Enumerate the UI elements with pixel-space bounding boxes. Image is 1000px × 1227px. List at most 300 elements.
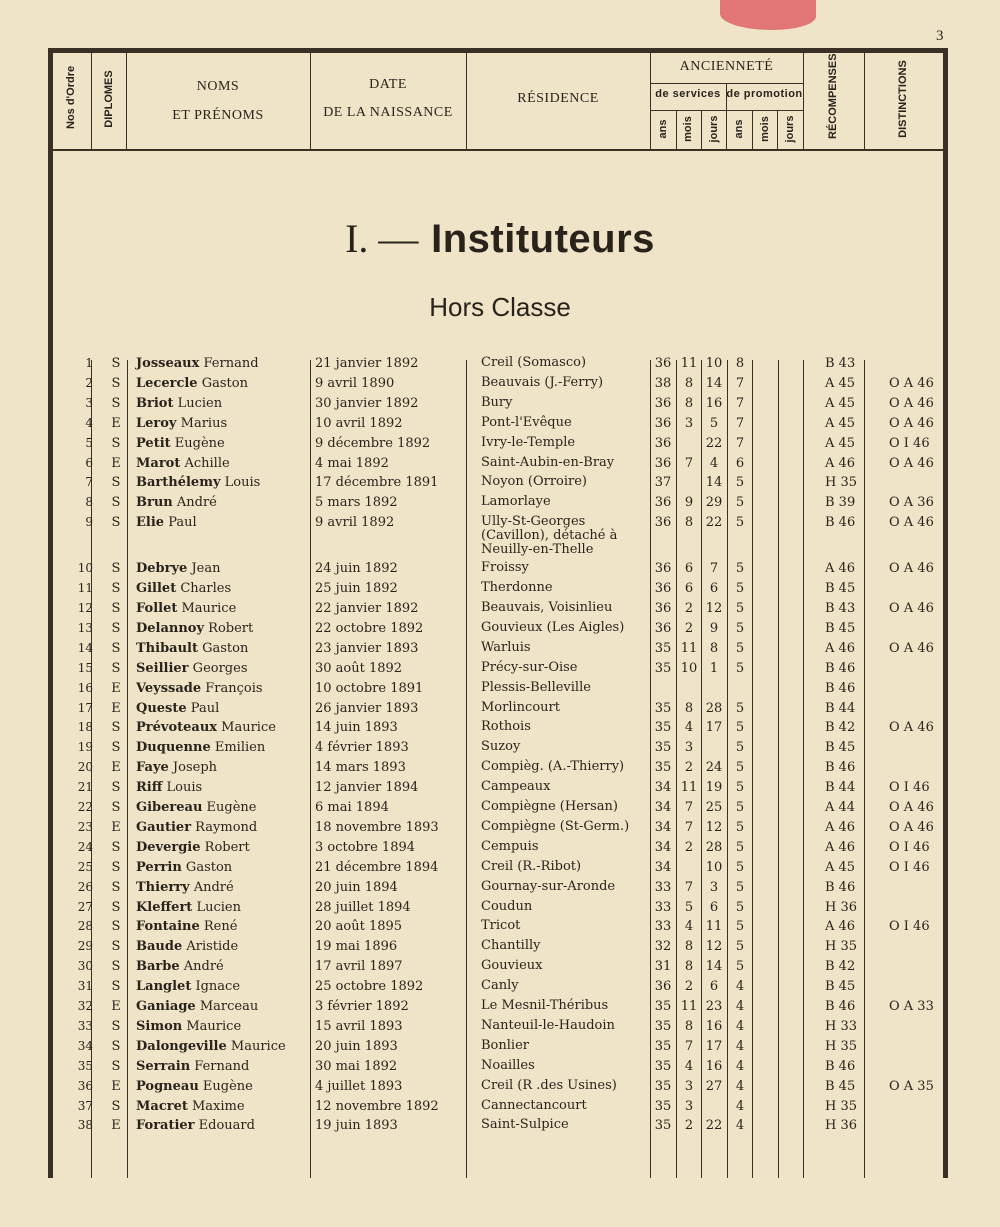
cell-firstname: François: [201, 680, 263, 696]
cell-res: Campeaux: [481, 779, 551, 795]
cell-rec: A 46: [825, 919, 856, 935]
cell-lastname: Prévoteaux: [136, 720, 218, 736]
cell-firstname: Edouard: [194, 1118, 255, 1134]
cell-date: 10 avril 1892: [315, 415, 403, 431]
cell-num: 29: [77, 939, 93, 954]
cell-num: 9: [85, 515, 93, 530]
cell-n: 9: [684, 495, 694, 511]
cell-rec: B 46: [825, 515, 856, 531]
cell-num: 3: [85, 395, 93, 410]
cell-firstname: Aristide: [182, 939, 239, 955]
cell-name: [136, 641, 248, 656]
cell-dip: E: [111, 1078, 121, 1094]
cell-firstname: Paul: [186, 700, 220, 716]
cell-date: 9 avril 1890: [315, 375, 395, 391]
cell-dip: S: [111, 395, 121, 411]
cell-n: 4: [735, 1098, 745, 1114]
cell-n: 33: [654, 879, 672, 895]
cell-dip: S: [111, 375, 121, 391]
header-distinctions: DISTINCTIONS: [897, 60, 909, 138]
cell-lastname: Gillet: [136, 581, 177, 597]
cell-date: 28 juillet 1894: [315, 899, 411, 915]
cell-lastname: Devergie: [136, 839, 201, 855]
cell-rec: B 44: [825, 700, 856, 716]
cell-lastname: Serrain: [136, 1058, 191, 1074]
cell-n: 35: [654, 760, 672, 776]
cell-n: 33: [654, 919, 672, 935]
cell-dist: O A 36: [889, 495, 934, 511]
cell-n: 4: [735, 1058, 745, 1074]
cell-num: 21: [77, 780, 93, 795]
cell-n: 10: [705, 356, 723, 371]
cell-n: 2: [684, 620, 694, 636]
cell-name: [136, 701, 219, 716]
cell-n: 24: [705, 760, 723, 776]
cell-dist: O I 46: [889, 919, 930, 935]
cell-n: 5: [735, 760, 745, 776]
section-word: Instituteurs: [431, 217, 655, 261]
cell-n: 5: [735, 720, 745, 736]
cell-lastname: Langlet: [136, 979, 192, 995]
header-p-jours: jours: [784, 115, 796, 143]
cell-dist: O A 35: [889, 1078, 934, 1094]
cell-lastname: Faye: [136, 760, 169, 776]
cell-rec: A 46: [825, 640, 856, 656]
cell-n: 17: [705, 1038, 723, 1054]
cell-n: 22: [705, 515, 723, 531]
cell-dist: O I 46: [889, 839, 930, 855]
cell-num: 8: [85, 495, 93, 510]
cell-firstname: Gaston: [181, 859, 233, 875]
cell-rec: B 39: [825, 495, 856, 511]
cell-name: [136, 780, 202, 795]
cell-num: 1: [85, 356, 93, 370]
cell-rec: B 43: [825, 356, 856, 371]
cell-n: 22: [705, 435, 723, 451]
cell-n: 34: [654, 819, 672, 835]
cell-n: 5: [735, 780, 745, 796]
cell-dip: S: [111, 899, 121, 915]
cell-firstname: Marius: [176, 415, 228, 431]
cell-n: 12: [705, 819, 723, 835]
cell-n: 2: [684, 760, 694, 776]
cell-n: 23: [705, 999, 723, 1014]
cell-res: Chantilly: [481, 938, 541, 954]
cell-date: 14 juin 1893: [315, 720, 398, 736]
cell-n: 8: [684, 959, 694, 975]
cell-n: 8: [735, 356, 745, 371]
cell-rec: B 46: [825, 680, 856, 696]
cell-lastname: Gibereau: [136, 800, 203, 815]
cell-n: 4: [735, 999, 745, 1014]
cell-n: 5: [735, 475, 745, 491]
cell-n: 4: [735, 1118, 745, 1134]
cell-n: 3: [709, 879, 719, 895]
header-anciennete: ANCIENNETÉ: [679, 59, 774, 74]
cell-firstname: André: [189, 879, 234, 895]
header-residence: RÉSIDENCE: [517, 91, 599, 106]
cell-num: 14: [77, 640, 93, 655]
cell-lastname: Veyssade: [136, 680, 202, 696]
cell-date: 6 mai 1894: [315, 800, 389, 815]
cell-n: 11: [680, 640, 698, 656]
cell-n: 36: [654, 620, 672, 636]
cell-res: Précy-sur-Oise: [481, 659, 578, 675]
cell-lastname: Simon: [136, 1018, 183, 1034]
cell-dip: S: [111, 979, 121, 995]
cell-num: 15: [77, 660, 93, 675]
section-title: [0, 215, 1000, 262]
cell-num: 17: [77, 700, 93, 715]
cell-n: 35: [654, 640, 672, 656]
section-roman: I. —: [345, 216, 419, 261]
cell-rec: A 46: [825, 561, 856, 577]
cell-n: 5: [735, 561, 745, 577]
cell-rec: H 36: [825, 1118, 858, 1134]
cell-name: [136, 475, 260, 490]
cell-date: 4 février 1893: [315, 740, 409, 756]
cell-date: 30 janvier 1892: [315, 395, 419, 411]
cell-res: Creil (R.-Ribot): [481, 858, 582, 874]
cell-n: 7: [735, 435, 745, 451]
cell-lastname: Perrin: [136, 859, 182, 875]
cell-n: 4: [684, 1058, 694, 1074]
cell-num: 31: [77, 979, 93, 994]
cell-n: 5: [735, 740, 745, 756]
cell-n: 5: [735, 819, 745, 835]
cell-firstname: Jean: [187, 561, 221, 577]
cell-lastname: Thierry: [136, 879, 190, 895]
cell-n: 5: [735, 839, 745, 855]
header-services: de services: [655, 88, 721, 100]
cell-res: Compiègne (St-Germ.): [481, 818, 630, 834]
cell-date: 12 novembre 1892: [315, 1098, 439, 1114]
cell-res: Creil (Somasco): [481, 355, 587, 370]
cell-date: 22 octobre 1892: [315, 620, 424, 636]
cell-name: [136, 515, 197, 530]
cell-n: 11: [705, 919, 723, 935]
cell-n: 28: [705, 700, 723, 716]
cell-dist: O A 46: [889, 601, 934, 616]
header-recompenses: RÉCOMPENSES: [827, 53, 839, 139]
cell-date: 9 avril 1892: [315, 515, 395, 531]
cell-firstname: Achille: [180, 455, 230, 471]
cell-n: 10: [705, 859, 723, 875]
cell-n: 14: [705, 475, 723, 491]
cell-name: [136, 436, 225, 451]
cell-dist: O A 46: [889, 415, 934, 431]
cell-n: 8: [684, 939, 694, 955]
cell-res: Plessis-Belleville: [481, 679, 591, 695]
cell-dip: S: [111, 356, 121, 371]
cell-num: 7: [85, 475, 93, 490]
cell-dip: S: [111, 959, 121, 975]
header-s-mois: mois: [682, 116, 694, 142]
cell-num: 35: [77, 1058, 93, 1073]
cell-lastname: Seillier: [136, 660, 189, 676]
cell-lastname: Briot: [136, 395, 174, 411]
cell-n: 35: [654, 999, 672, 1014]
cell-rec: B 44: [825, 780, 856, 796]
cell-name: [136, 820, 257, 835]
cell-num: 38: [77, 1118, 93, 1133]
cell-dist: O A 46: [889, 561, 934, 577]
cell-n: 34: [654, 859, 672, 875]
cell-date: 5 mars 1892: [315, 495, 398, 511]
cell-num: 5: [85, 435, 93, 450]
cell-dip: S: [111, 800, 121, 815]
cell-name: [136, 581, 231, 596]
cell-firstname: Emilien: [210, 740, 266, 756]
cell-n: 4: [684, 720, 694, 736]
cell-dip: S: [111, 515, 121, 531]
cell-n: 16: [705, 395, 723, 411]
cell-rec: B 45: [825, 1078, 856, 1094]
cell-rec: A 46: [825, 819, 856, 835]
cell-n: 2: [684, 601, 694, 616]
cell-name: [136, 1059, 249, 1074]
cell-n: 36: [654, 455, 672, 471]
cell-name: [136, 1019, 241, 1034]
cell-date: 25 juin 1892: [315, 581, 398, 597]
cell-name: [136, 939, 238, 954]
cell-dist: O A 46: [889, 515, 934, 531]
cell-n: 11: [680, 780, 698, 796]
cell-n: 7: [684, 819, 694, 835]
cell-lastname: Lecercle: [136, 375, 198, 391]
cell-res: Beauvais (J.-Ferry): [481, 374, 604, 390]
cell-name: [136, 1099, 245, 1114]
cell-n: 37: [654, 475, 672, 491]
cell-rec: B 46: [825, 879, 856, 895]
cell-res: Tricot: [481, 918, 521, 934]
cell-n: 35: [654, 1038, 672, 1054]
cell-n: 5: [735, 800, 745, 815]
cell-dip: S: [111, 1018, 121, 1034]
cell-n: 5: [735, 700, 745, 716]
cell-n: 5: [735, 515, 745, 531]
cell-num: 18: [77, 720, 93, 735]
cell-num: 27: [77, 899, 93, 914]
cell-n: 6: [709, 979, 719, 995]
cell-dip: S: [111, 939, 121, 955]
cell-n: 7: [709, 561, 719, 577]
cell-n: 10: [680, 660, 698, 676]
section-subtitle: Hors Classe: [429, 292, 571, 322]
cell-n: 36: [654, 581, 672, 597]
cell-n: 5: [735, 879, 745, 895]
cell-res: Warluis: [481, 639, 531, 655]
cell-name: [136, 720, 276, 735]
cell-res: Cempuis: [481, 838, 539, 854]
cell-n: 17: [705, 720, 723, 736]
cell-n: 22: [705, 1118, 723, 1134]
cell-rec: B 42: [825, 720, 856, 736]
cell-firstname: Maurice: [226, 1038, 286, 1054]
cell-n: 32: [654, 939, 672, 955]
cell-lastname: Josseaux: [136, 356, 200, 371]
cell-dist: O A 46: [889, 395, 934, 411]
cell-date: 19 mai 1896: [315, 939, 398, 955]
cell-res: Compièg. (A.-Thierry): [481, 759, 625, 775]
cell-dip: S: [111, 740, 121, 756]
cell-n: 8: [684, 1018, 694, 1034]
cell-n: 4: [735, 1038, 745, 1054]
cell-date: 9 décembre 1892: [315, 435, 431, 451]
cell-n: 3: [684, 1098, 694, 1114]
cell-res: Creil (R .des Usines): [481, 1077, 617, 1093]
cell-n: 5: [684, 899, 694, 915]
cell-num: 2: [85, 375, 93, 390]
cell-dip: E: [111, 760, 121, 776]
cell-res: Noyon (Orroire): [481, 474, 587, 490]
cell-dip: S: [111, 561, 121, 577]
cell-firstname: Ignace: [191, 979, 241, 995]
cell-firstname: Louis: [162, 780, 203, 796]
cell-rec: A 45: [825, 859, 856, 875]
header-promotion: de promotion: [726, 88, 803, 100]
cell-lastname: Brun: [136, 495, 173, 511]
cell-n: 35: [654, 1078, 672, 1094]
cell-lastname: Elie: [136, 515, 165, 531]
cell-dip: S: [111, 601, 121, 616]
cell-name: [136, 999, 258, 1014]
cell-n: 14: [705, 959, 723, 975]
cell-n: 6: [735, 455, 745, 471]
cell-dip: S: [111, 859, 121, 875]
cell-n: 4: [684, 919, 694, 935]
cell-dip: S: [111, 720, 121, 736]
cell-n: 5: [709, 415, 719, 431]
cell-n: 5: [735, 899, 745, 915]
cell-n: 6: [684, 561, 694, 577]
cell-num: 26: [77, 879, 93, 894]
cell-firstname: Fernand: [199, 356, 259, 371]
cell-name: [136, 495, 217, 510]
cell-date: 4 mai 1892: [315, 455, 389, 471]
cell-res: Beauvais, Voisinlieu: [481, 600, 613, 615]
cell-rec: H 35: [825, 475, 858, 491]
cell-name: [136, 561, 220, 576]
cell-n: 8: [684, 375, 694, 391]
cell-n: 29: [705, 495, 723, 511]
cell-date: 20 août 1895: [315, 919, 403, 935]
cell-firstname: Eugène: [170, 435, 225, 451]
header-noms: NOMS: [196, 79, 240, 94]
cell-n: 5: [735, 640, 745, 656]
cell-name: [136, 740, 265, 755]
cell-lastname: Fontaine: [136, 919, 200, 935]
cell-res: Gouvieux (Les Aigles): [481, 619, 625, 635]
cell-n: 36: [654, 601, 672, 616]
cell-num: 32: [77, 999, 93, 1013]
cell-rec: B 45: [825, 620, 856, 636]
cell-res: Therdonne: [481, 580, 553, 596]
cell-lastname: Macret: [136, 1098, 188, 1114]
cell-n: 5: [735, 859, 745, 875]
cell-name: [136, 1118, 255, 1133]
cell-res: Lamorlaye: [481, 494, 551, 510]
cell-num: 11: [77, 581, 93, 596]
cell-date: 4 juillet 1893: [315, 1078, 403, 1094]
cell-num: 10: [77, 561, 93, 576]
cell-name: [136, 661, 248, 676]
cell-n: 3: [684, 415, 694, 431]
cell-lastname: Foratier: [136, 1118, 195, 1134]
cell-n: 5: [735, 495, 745, 511]
cell-res: Ully-St-Georges (Cavillon), détaché à Neuilly-en-Thelle: [481, 514, 618, 558]
cell-n: 36: [654, 415, 672, 431]
cell-rec: A 45: [825, 395, 856, 411]
cell-dist: O A 46: [889, 455, 934, 471]
cell-n: 3: [684, 1078, 694, 1094]
cell-n: 3: [684, 740, 694, 756]
cell-n: 7: [684, 879, 694, 895]
cell-name: [136, 416, 227, 431]
cell-lastname: Marot: [136, 455, 181, 471]
cell-dip: S: [111, 1058, 121, 1074]
cell-firstname: Maurice: [177, 601, 237, 616]
cell-date: 30 août 1892: [315, 660, 403, 676]
cell-name: [136, 900, 241, 915]
cell-date: 14 mars 1893: [315, 760, 406, 776]
cell-n: 36: [654, 495, 672, 511]
cell-n: 4: [735, 1078, 745, 1094]
cell-dist: O A 46: [889, 375, 934, 391]
cell-rec: B 46: [825, 1058, 856, 1074]
cell-firstname: Gaston: [197, 640, 249, 656]
cell-name: [136, 800, 256, 815]
cell-dist: O A 33: [889, 999, 934, 1014]
cell-n: 34: [654, 780, 672, 796]
cell-n: 5: [735, 620, 745, 636]
cell-rec: B 45: [825, 581, 856, 597]
cell-dist: O A 46: [889, 819, 934, 835]
cell-name: [136, 681, 263, 696]
cell-rec: H 35: [825, 1038, 858, 1054]
cell-n: 7: [735, 415, 745, 431]
cell-lastname: Barbe: [136, 959, 180, 975]
cell-dip: S: [111, 919, 121, 935]
cell-firstname: Fernand: [190, 1058, 250, 1074]
cell-n: 2: [684, 839, 694, 855]
cell-date: 17 décembre 1891: [315, 475, 439, 491]
cell-firstname: Robert: [204, 620, 254, 636]
cell-res: Noailles: [481, 1057, 535, 1073]
cell-n: 36: [654, 435, 672, 451]
cell-firstname: Joseph: [168, 760, 218, 776]
cell-res: Saint-Aubin-en-Bray: [481, 454, 615, 470]
cell-lastname: Barthélemy: [136, 475, 221, 491]
cell-n: 38: [654, 375, 672, 391]
cell-firstname: Eugène: [202, 800, 257, 815]
cell-n: 36: [654, 515, 672, 531]
cell-rec: A 46: [825, 455, 856, 471]
cell-date: 21 décembre 1894: [315, 859, 439, 875]
cell-rec: B 46: [825, 999, 856, 1014]
cell-dist: O A 46: [889, 640, 934, 656]
cell-num: 28: [77, 919, 93, 934]
cell-dip: E: [111, 415, 121, 431]
cell-lastname: Pogneau: [136, 1078, 199, 1094]
cell-lastname: Leroy: [136, 415, 177, 431]
cell-dip: E: [111, 700, 121, 716]
cell-n: 12: [705, 601, 723, 616]
cell-num: 37: [77, 1098, 93, 1113]
cell-n: 12: [705, 939, 723, 955]
cell-firstname: Maurice: [217, 720, 276, 736]
header-diplomes: DIPLOMES: [103, 70, 115, 128]
